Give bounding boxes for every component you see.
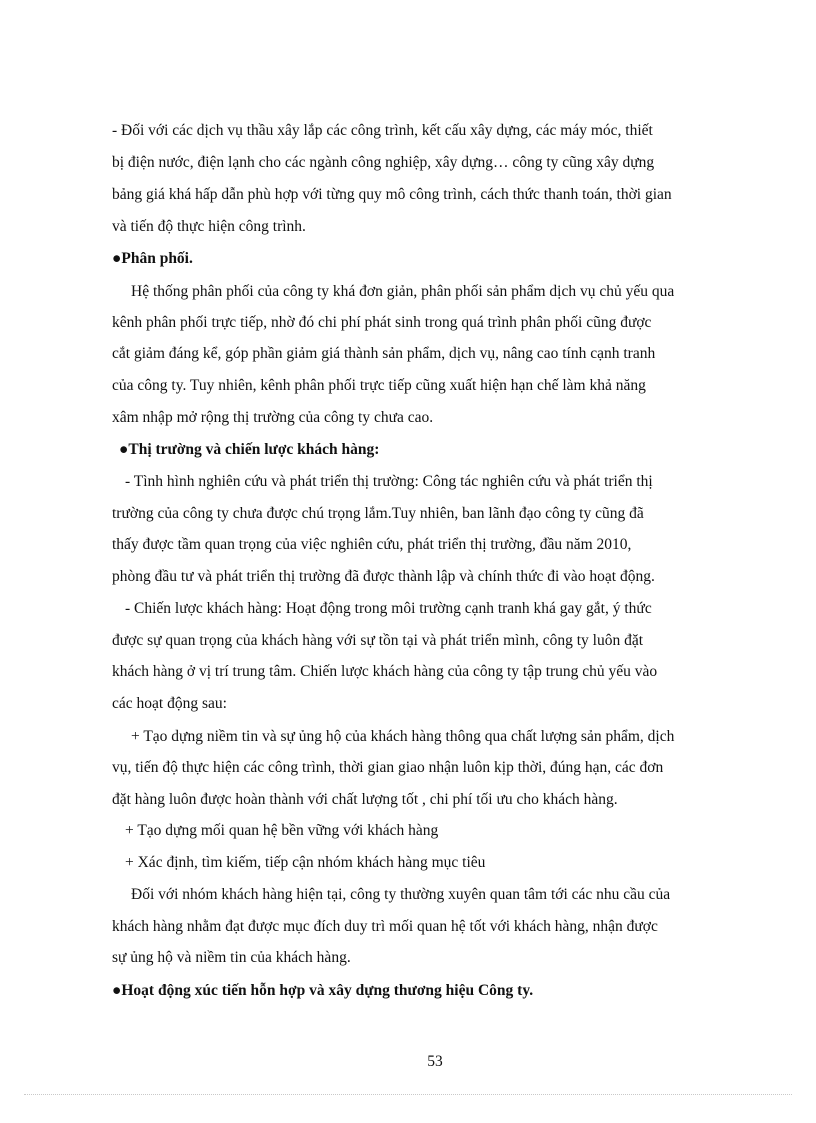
distribution-heading: ●Phân phối. [112, 250, 193, 267]
services-paragraph-line: - Đối với các dịch vụ thầu xây lắp các công trình, kết cấu xây dựng, các máy móc, thiết [112, 122, 653, 139]
trust-paragraph-line: đặt hàng luôn được hoàn thành với chất lượng tốt , chi phí tối ưu cho khách hàng. [112, 791, 618, 808]
services-paragraph-line: bị điện nước, điện lạnh cho các ngành công nghiệp, xây dựng… công ty cũng xây dựng [112, 154, 655, 171]
page-number: 53 [427, 1053, 443, 1070]
customer-strategy-paragraph-line: các hoạt động sau: [112, 695, 227, 712]
trust-paragraph-line: vụ, tiến độ thực hiện các công trình, thời gian giao nhận luôn kịp thời, đúng hạn, các đơn [112, 759, 664, 776]
market-research-paragraph-line: - Tình hình nghiên cứu và phát triển thị trường: Công tác nghiên cứu và phát triển thị [125, 473, 653, 490]
target-customer-bullet: + Xác định, tìm kiếm, tiếp cận nhóm khách hàng mục tiêu [125, 854, 486, 871]
market-research-paragraph-line: trường của công ty chưa được chú trọng lắm.Tuy nhiên, ban lãnh đạo công ty cũng đã [112, 505, 644, 522]
promotion-heading: ●Hoạt động xúc tiến hỗn hợp và xây dựng thương hiệu Công ty. [112, 982, 534, 999]
market-research-paragraph-line: thấy được tầm quan trọng của việc nghiên cứu, phát triển thị trường, đầu năm 2010, [112, 536, 632, 553]
market-research-paragraph-line: phòng đầu tư và phát triển thị trường đã được thành lập và chính thức đi vào hoạt động. [112, 568, 655, 585]
existing-customers-paragraph-line: Đối với nhóm khách hàng hiện tại, công ty thường xuyên quan tâm tới các nhu cầu của [131, 886, 671, 903]
distribution-paragraph-line: cắt giảm đáng kể, góp phần giảm giá thành sản phẩm, dịch vụ, nâng cao tính cạnh tranh [112, 345, 656, 362]
customer-strategy-paragraph-line: khách hàng ở vị trí trung tâm. Chiến lược khách hàng của công ty tập trung chủ yếu vào [112, 663, 658, 680]
distribution-paragraph-line: của công ty. Tuy nhiên, kênh phân phối trực tiếp cũng xuất hiện hạn chế làm khả năng [112, 377, 646, 394]
distribution-paragraph-line: xâm nhập mở rộng thị trường của công ty chưa cao. [112, 409, 434, 426]
page-bottom-divider [24, 1094, 792, 1095]
customer-strategy-paragraph-line: - Chiến lược khách hàng: Hoạt động trong môi trường cạnh tranh khá gay gắt, ý thức [125, 600, 652, 617]
customer-strategy-paragraph-line: được sự quan trọng của khách hàng với sự tồn tại và phát triển mình, công ty luôn đặt [112, 632, 644, 649]
existing-customers-paragraph-line: khách hàng nhằm đạt được mục đích duy trì mối quan hệ tốt với khách hàng, nhận được [112, 918, 658, 935]
relationship-bullet: + Tạo dựng mối quan hệ bền vững với khách hàng [125, 822, 439, 839]
distribution-paragraph-line: kênh phân phối trực tiếp, nhờ đó chi phí phát sinh trong quá trình phân phối cũng được [112, 314, 652, 331]
existing-customers-paragraph-line: sự ủng hộ và niềm tin của khách hàng. [112, 949, 351, 966]
distribution-paragraph-line: Hệ thống phân phối của công ty khá đơn giản, phân phối sản phẩm dịch vụ chủ yếu qua [131, 283, 675, 300]
services-paragraph-line: và tiến độ thực hiện công trình. [112, 218, 306, 235]
trust-paragraph-line: + Tạo dựng niềm tin và sự ủng hộ của khách hàng thông qua chất lượng sản phẩm, dịch [131, 728, 675, 745]
market-heading: ●Thị trường và chiến lược khách hàng: [119, 441, 380, 458]
services-paragraph-line: bảng giá khá hấp dẫn phù hợp với từng quy mô công trình, cách thức thanh toán, thời gian [112, 186, 672, 203]
